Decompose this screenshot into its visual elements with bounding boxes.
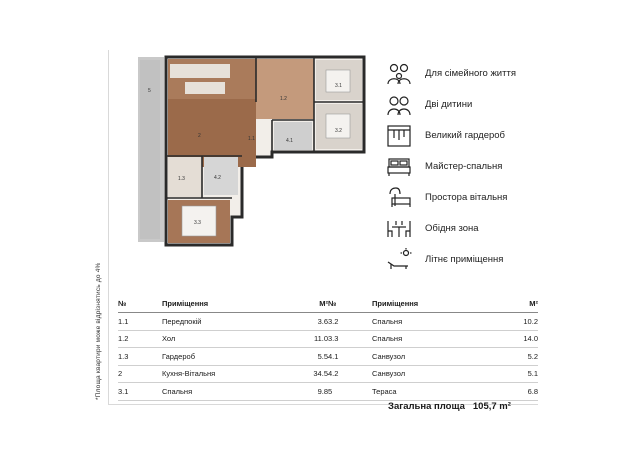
row-room: Санвузол bbox=[372, 351, 406, 361]
table-row bbox=[328, 383, 538, 401]
legend-label: Великий гардероб bbox=[425, 130, 506, 141]
legend-label: Для сімейного життя bbox=[425, 68, 516, 79]
dining-icon bbox=[385, 216, 413, 242]
table-header bbox=[118, 294, 328, 313]
bed-icon bbox=[385, 154, 413, 180]
row-area: 6.8 bbox=[527, 386, 538, 396]
row-number: 3.2 bbox=[328, 316, 339, 326]
row-room: Спальня bbox=[372, 334, 403, 344]
row-number: 3.1 bbox=[118, 386, 129, 396]
room-label-2: 2 bbox=[198, 133, 201, 139]
row-room: Передпокій bbox=[162, 316, 202, 326]
header-room: Приміщення bbox=[162, 298, 209, 308]
rooms-table-left bbox=[118, 294, 328, 401]
room-label-4-1: 4.1 bbox=[286, 138, 293, 144]
row-number: 3.3 bbox=[328, 334, 339, 344]
room-label-1-1: 1.1 bbox=[248, 136, 255, 142]
room-label-1-2: 1.2 bbox=[280, 96, 287, 102]
row-room: Спальня bbox=[372, 316, 403, 326]
row-area: 9.8 bbox=[317, 386, 328, 396]
header-area: М² bbox=[319, 298, 328, 308]
legend-item bbox=[385, 213, 545, 244]
table-row bbox=[328, 366, 538, 384]
room-label-3-1: 3.1 bbox=[335, 83, 342, 89]
rooms-table-right bbox=[328, 294, 538, 401]
table-row bbox=[118, 366, 328, 384]
row-number: 2 bbox=[118, 369, 123, 379]
total-area-label: Загальна площа bbox=[388, 401, 465, 412]
row-area: 10.2 bbox=[523, 316, 538, 326]
header-area: М² bbox=[529, 298, 538, 308]
table-row bbox=[328, 313, 538, 331]
table-row bbox=[118, 383, 328, 401]
sunbed-icon bbox=[385, 247, 413, 273]
room-label-3-2: 3.2 bbox=[335, 128, 342, 134]
table-row bbox=[118, 348, 328, 366]
legend-label: Літнє приміщення bbox=[425, 254, 504, 265]
table-row bbox=[118, 313, 328, 331]
row-room: Тераса bbox=[372, 386, 397, 396]
legend-label: Дві дитини bbox=[425, 99, 473, 110]
legend-label: Простора вітальня bbox=[425, 192, 508, 203]
legend-item bbox=[385, 58, 545, 89]
floor-plan bbox=[130, 52, 380, 252]
header-number: № bbox=[328, 298, 337, 308]
room-label-5: 5 bbox=[148, 88, 151, 94]
row-number: 5 bbox=[328, 386, 333, 396]
room-label-1-3: 1.3 bbox=[178, 176, 185, 182]
row-number: 1.2 bbox=[118, 334, 129, 344]
total-area-value: 105,7 m² bbox=[472, 401, 511, 412]
wardrobe-icon bbox=[385, 123, 413, 149]
frame-divider-vertical bbox=[108, 50, 109, 405]
row-area: 3.6 bbox=[317, 316, 328, 326]
row-area: 14.0 bbox=[523, 334, 538, 344]
row-area: 5.2 bbox=[527, 351, 538, 361]
bathroom-4-1-floor bbox=[274, 122, 312, 150]
living-room-icon bbox=[385, 185, 413, 211]
row-room: Гардероб bbox=[162, 351, 195, 361]
legend-label: Майстер-спальня bbox=[425, 161, 503, 172]
legend-item bbox=[385, 182, 545, 213]
table-row bbox=[328, 348, 538, 366]
row-area: 34.5 bbox=[313, 369, 328, 379]
row-number: 4.2 bbox=[328, 369, 339, 379]
table-row bbox=[118, 331, 328, 349]
row-area: 11.0 bbox=[313, 334, 328, 344]
table-header bbox=[328, 294, 538, 313]
family-icon bbox=[385, 61, 413, 87]
legend-item bbox=[385, 89, 545, 120]
header-room: Приміщення bbox=[372, 298, 419, 308]
two-children-icon bbox=[385, 92, 413, 118]
room-label-3-3: 3.3 bbox=[194, 220, 201, 226]
row-number: 4.1 bbox=[328, 351, 339, 361]
total-area bbox=[388, 401, 511, 412]
row-room: Кухня-Вітальня bbox=[162, 369, 216, 379]
row-area: 5.5 bbox=[317, 351, 328, 361]
header-number: № bbox=[118, 298, 127, 308]
table-row bbox=[328, 331, 538, 349]
legend-item bbox=[385, 151, 545, 182]
row-room: Хол bbox=[162, 334, 176, 344]
legend-label: Обідня зона bbox=[425, 223, 479, 234]
row-room: Санвузол bbox=[372, 369, 406, 379]
legend-item bbox=[385, 120, 545, 151]
row-room: Спальня bbox=[162, 386, 193, 396]
row-number: 1.1 bbox=[118, 316, 129, 326]
row-area: 5.1 bbox=[527, 369, 538, 379]
area-disclaimer: *Площа квартири може відрізнятись до 4% bbox=[95, 262, 102, 400]
wardrobe-floor bbox=[168, 157, 202, 197]
hall-floor bbox=[256, 59, 314, 119]
legend-item bbox=[385, 244, 545, 275]
bathroom-4-2-floor bbox=[204, 157, 238, 195]
room-label-4-2: 4.2 bbox=[214, 175, 221, 181]
features-legend bbox=[385, 58, 545, 275]
row-number: 1.3 bbox=[118, 351, 129, 361]
